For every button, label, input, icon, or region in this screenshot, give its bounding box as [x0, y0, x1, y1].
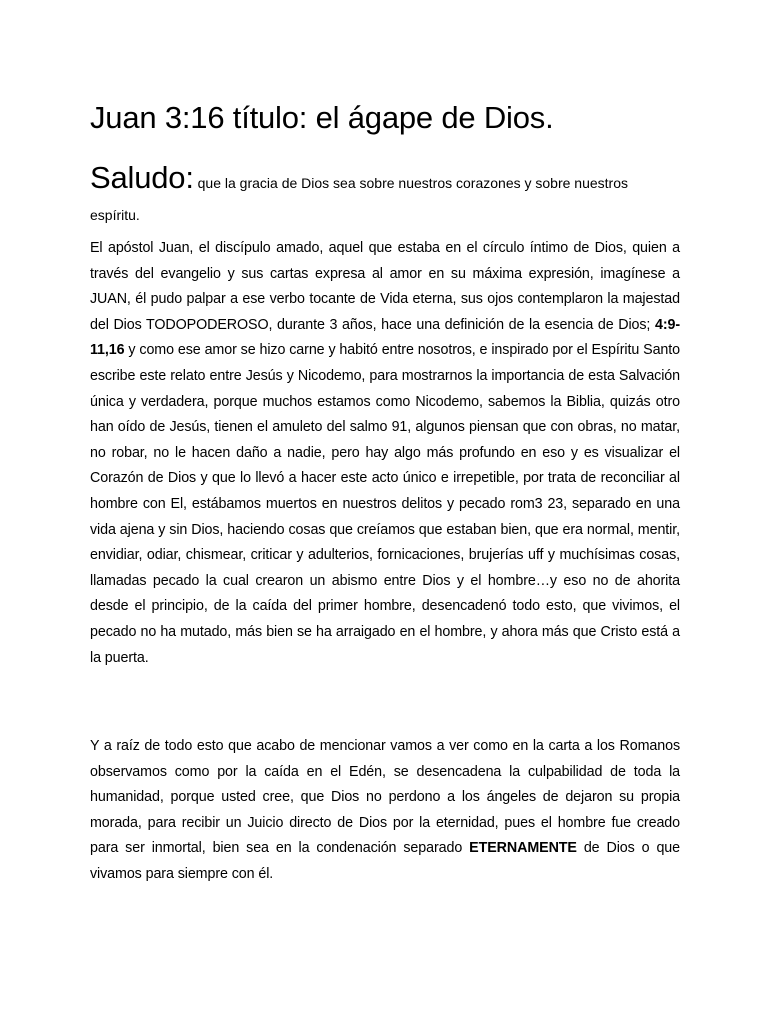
emphasis-word: ETERNAMENTE — [469, 840, 577, 857]
paragraph-2-part-1: Y a raíz de todo esto que acabo de mencionar vamos a ver como en la carta a los Romanos observamos como por la caída en el Edén, se desencadena la culpabilidad de toda la humanidad, porque usted cree, que Dios no perdono a los ángeles de dejaron su propia morada, para recibir un Juicio directo de Dios por la eternidad, pues el hombre fue creado para ser inmortal, bien sea en la condenación separado — [90, 738, 680, 857]
paragraph-2-part-2: de Dios o que vivamos para siempre con él. — [90, 840, 680, 882]
scripture-reference: 4:9-11,16 — [90, 316, 680, 359]
paragraph-1 — [90, 236, 680, 671]
document-title: Juan 3:16 título: el ágape de Dios. — [90, 100, 554, 135]
paragraph-1-part-2: y como ese amor se hizo carne y habitó entre nosotros, e inspirado por el Espíritu Santo escribe este relato entre Jesús y Nicodemo, para mostrarnos la importancia de esta Salvación única y verdadera, porque muchos estamos como Nicodemo, sabemos la Biblia, quizás otro han oído de Jesús, tienen el amuleto del salmo 91, algunos piensan que con obras, no matar, no robar, no le hacen daño a nadie, pero hay algo más profundo en eso y es visualizar el Corazón de Dios y que lo llevó a hacer este acto único e irrepetible, por trata de reconciliar al hombre con El, estábamos muertos en nuestros delitos y pecado rom3 23, separado en una vida ajena y sin Dios, haciendo cosas que creíamos que estaban bien, que era normal, mentir, envidiar, odiar, chismear, criticar y adulterios, fornicaciones, brujerías uff y muchísimas cosas, llamadas pecado la cual crearon un abismo entre Dios y el hombre…y eso no de ahorita desde el principio, de la caída del primer hombre, desencadenó todo esto, que vivimos, el pecado no ha mutado, más bien se ha arraigado en el hombre, y ahora más que Cristo está a la puerta. — [90, 342, 680, 666]
paragraph-2 — [90, 734, 680, 888]
greeting-label: Saludo: — [90, 160, 194, 195]
paragraph-1-part-1: El apóstol Juan, el discípulo amado, aquel que estaba en el círculo íntimo de Dios, quien a través del evangelio y sus cartas expresa al amor en su máxima expresión, imagínese a JUAN, él pudo palpar a ese verbo tocante de Vida eterna, sus ojos contemplaron la majestad del Dios TODOPODEROSO, durante 3 años, hace una definición de la esencia de Dios; — [90, 240, 680, 333]
greeting-line — [90, 162, 680, 231]
greeting-text: que la gracia de Dios sea sobre nuestros corazones y sobre nuestros espíritu. — [90, 175, 628, 223]
